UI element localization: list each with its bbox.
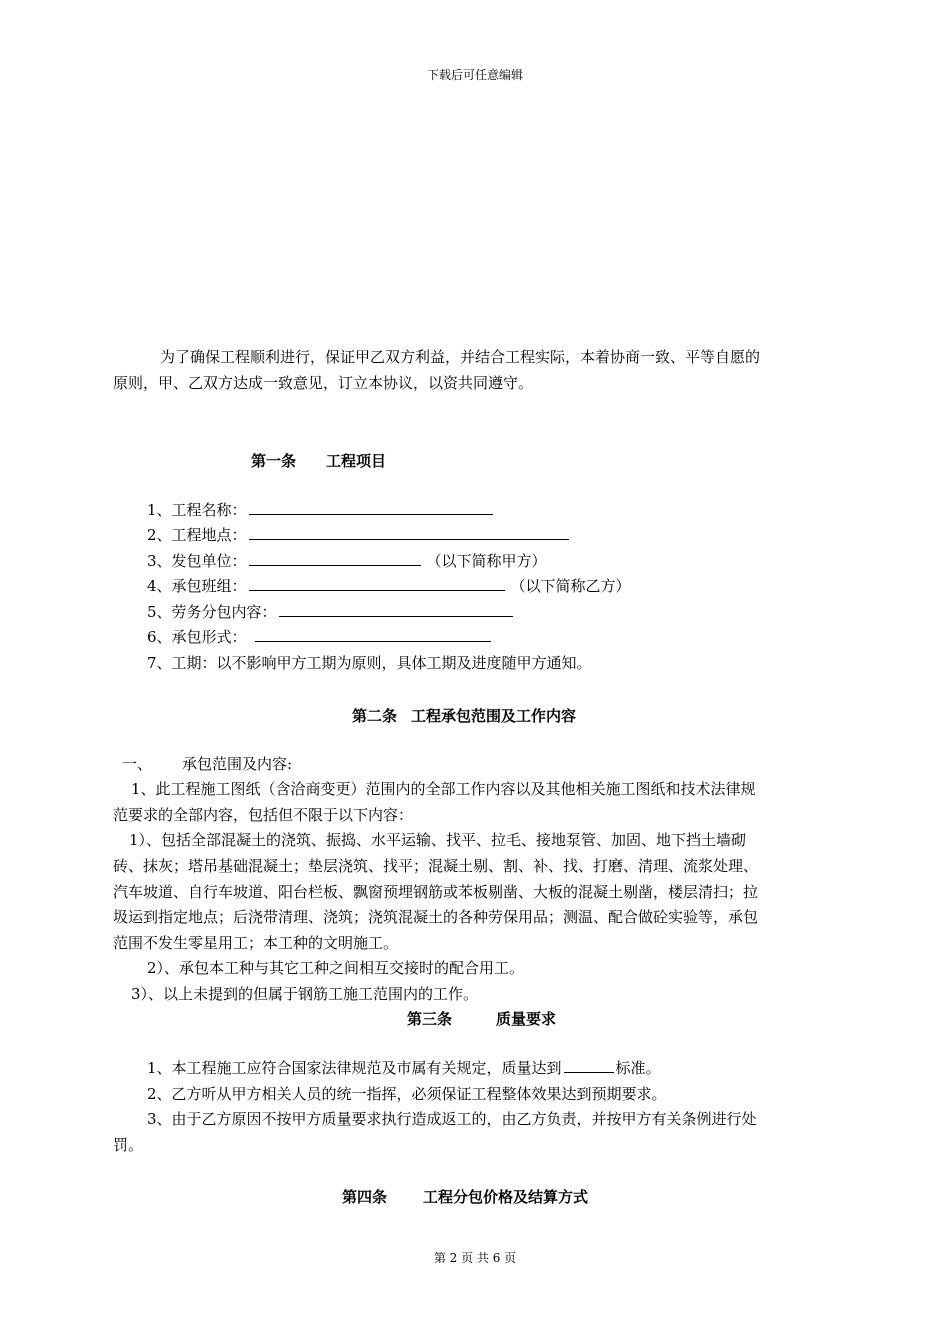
- item-label: 5、劳务分包内容：: [147, 603, 277, 621]
- item-labor-content: [147, 601, 513, 622]
- fill-blank: [249, 551, 421, 566]
- sub-title: 承包范围及内容:: [182, 755, 293, 773]
- scope-p2-line-2: 砖、抹灰；塔吊基础混凝土；垫层浇筑、找平；混凝土剔、割、补、找、打磨、清理、流浆处理、: [113, 857, 759, 875]
- quality-p1: [147, 1057, 661, 1078]
- scope-p2-line-4: 圾运到指定地点；后浇带清理、浇筑；浇筑混凝土的各种劳保用品；测温、配合做砼实验等，承包: [113, 908, 759, 926]
- quality-p3-line-1: 3、由于乙方原因不按甲方质量要求执行造成返工的，由乙方负责，并按甲方有关条例进行处: [147, 1110, 757, 1128]
- fill-blank: [249, 576, 505, 591]
- item-contract-form: [147, 626, 491, 647]
- quality-p1-suffix: 标准。: [615, 1059, 661, 1077]
- article-3-number: 第三条: [407, 1010, 453, 1028]
- scope-p2-line-5: 范围不发生零星用工；本工种的文明施工。: [113, 934, 399, 952]
- quality-p2: 2、乙方听从甲方相关人员的统一指挥，必须保证工程整体效果达到预期要求。: [147, 1085, 667, 1103]
- scope-p1-line-1: 1、此工程施工图纸（含洽商变更）范围内的全部工作内容以及其他相关施工图纸和技术法律规: [131, 780, 756, 798]
- item-contractor-unit: [147, 550, 547, 571]
- scope-p2-line-1: 1）、包括全部混凝土的浇筑、振捣、水平运输、找平、拉毛、接地泵管、加固、地下挡土墙砌: [129, 831, 747, 849]
- article-1-number: 第一条: [251, 452, 297, 470]
- scope-subheading: [122, 753, 292, 774]
- article-2-title: 工程承包范围及工作内容: [411, 707, 577, 725]
- article-3-title: 质量要求: [496, 1010, 557, 1028]
- scope-p2-line-3: 汽车坡道、自行车坡道、阳台栏板、飘窗预埋钢筋或苯板剔凿、大板的混凝土剔凿，楼层清扫；拉: [113, 883, 759, 901]
- scope-p1-line-2: 范要求的全部内容，包括但不限于以下内容：: [113, 806, 414, 824]
- item-project-location: [147, 524, 569, 545]
- fill-blank: [564, 1058, 614, 1073]
- item-label: 4、承包班组：: [147, 577, 247, 595]
- fill-blank: [249, 500, 493, 515]
- page-header: 下载后可任意编辑: [426, 68, 523, 82]
- fill-blank: [255, 627, 491, 642]
- quality-p3-line-2: 罚。: [113, 1136, 144, 1154]
- item-duration: 7、工期：以不影响甲方工期为原则，具体工期及进度随甲方通知。: [147, 654, 592, 672]
- article-4-title: 工程分包价格及结算方式: [423, 1188, 589, 1206]
- quality-p1-text: 1、本工程施工应符合国家法律规范及市属有关规定，质量达到: [147, 1059, 562, 1077]
- item-label: 3、发包单位：: [147, 552, 247, 570]
- article-2-heading: [352, 705, 576, 726]
- item-label: 1、工程名称：: [147, 501, 247, 519]
- article-4-number: 第四条: [342, 1188, 388, 1206]
- item-label: 2、工程地点：: [147, 526, 247, 544]
- fill-blank: [279, 602, 513, 617]
- scope-p4: 3）、以上未提到的但属于钢筋工施工范围内的工作。: [131, 985, 479, 1003]
- article-1-title: 工程项目: [326, 452, 387, 470]
- page-footer: 第 2 页 共 6 页: [433, 1251, 517, 1265]
- item-label: 6、承包形式：: [147, 628, 247, 646]
- item-suffix: （以下简称乙方）: [510, 577, 631, 595]
- item-subcontract-team: [147, 575, 631, 596]
- fill-blank: [249, 525, 569, 540]
- article-4-heading: [342, 1186, 588, 1207]
- item-project-name: [147, 499, 493, 520]
- intro-line-1: 为了确保工程顺利进行，保证甲乙双方利益，并结合工程实际，本着协商一致、平等自愿的: [160, 348, 761, 366]
- sub-number: 一、: [122, 755, 153, 773]
- item-suffix: （以下简称甲方）: [426, 552, 547, 570]
- article-1-heading: [251, 450, 386, 471]
- article-3-heading: [407, 1008, 556, 1029]
- intro-line-2: 原则，甲、乙双方达成一致意见，订立本协议，以资共同遵守。: [113, 374, 534, 392]
- scope-p3: 2）、承包本工种与其它工种之间相互交接时的配合用工。: [147, 959, 525, 977]
- article-2-number: 第二条: [352, 707, 398, 725]
